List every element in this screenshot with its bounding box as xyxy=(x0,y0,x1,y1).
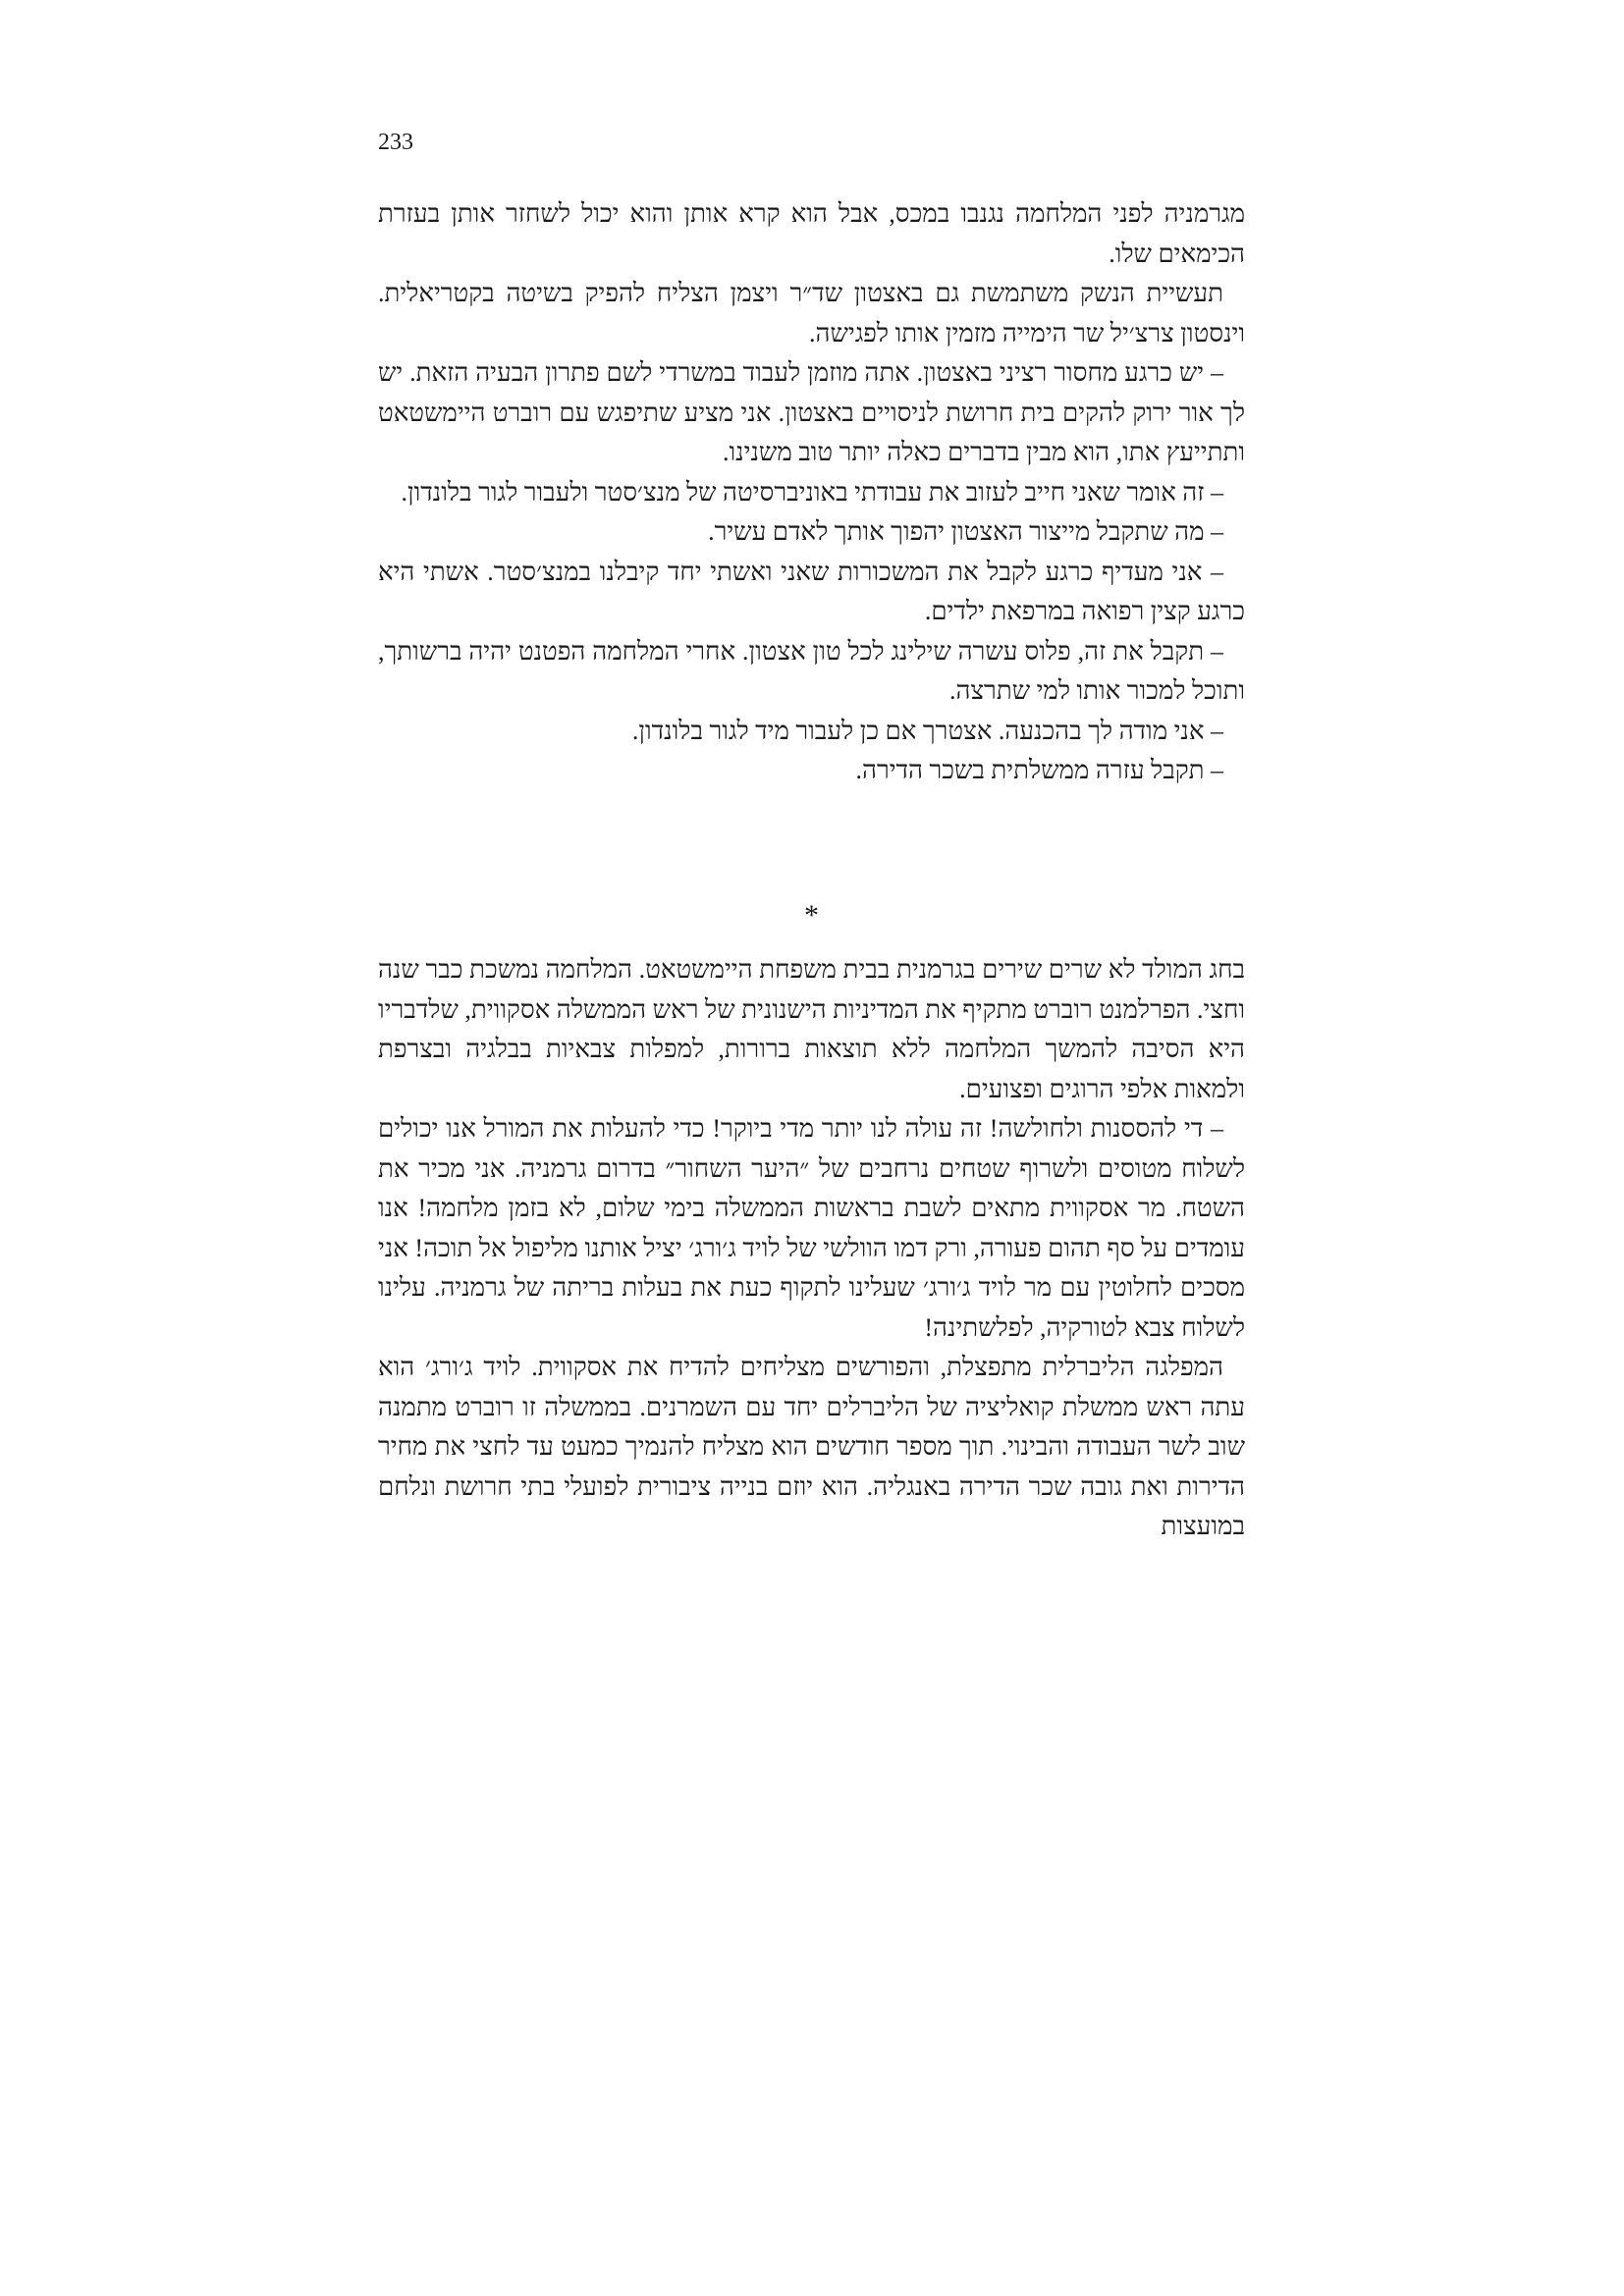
dialogue-line: – מה שתקבל מייצור האצטון יהפוך אותך לאדם עשיר. xyxy=(708,517,1223,546)
section-separator: * xyxy=(804,899,819,932)
dialogue-line: – תקבל את זה, פלוס עשרה שילינג לכל טון אצטון. אחרי המלחמה הפטנט יהיה ברשותך, ותוכל למכור אותו למי שתרצה. xyxy=(378,636,1245,705)
text-section-1 xyxy=(378,194,1245,791)
paragraph: מגרמניה לפני המלחמה נגנבו במכס, אבל הוא קרא אותן והוא יכול לשחזר אותן בעזרת הכימאים שלו. xyxy=(378,199,1245,268)
dialogue-line: – זה אומר שאני חייב לעזוב את עבודתי באוניברסיטה של מנצ׳סטר ולעבור לגור בלונדון. xyxy=(401,477,1223,507)
dialogue-line: – יש כרגע מחסור רציני באצטון. אתה מוזמן לעבוד במשרדי לשם פתרון הבעיה הזאת. יש לך אור ירוק להקים בית חרושת לניסויים באצטון. אני מציע שתיפגש עם רוברט היימשטאט ותתייעץ אתו, הוא מבין בדברים כאלה יותר טוב משנינו. xyxy=(378,358,1245,466)
dialogue-line: – די להססנות ולחולשה! זה עולה לנו יותר מדי ביוקר! כדי להעלות את המורל אנו יכולים לשלוח מטוסים ולשרוף שטחים נרחבים של ״היער השחור״ בדרום גרמניה. אני מכיר את השטח. מר אסקווית מתאים לשבת בראשות הממשלה בימי שלום, לא בזמן מלחמה! אנו עומדים על סף תהום פעורה, ורק דמו הוולשי של לויד ג׳ורג׳ יציל אותנו מליפול אל תוכה! אני מסכים לחלוטין עם מר לויד ג׳ורג׳ שעלינו לתקוף כעת את בעלות בריתה של גרמניה. עלינו לשלוח צבא לטורקיה, לפלשתינה! xyxy=(378,1114,1245,1342)
dialogue-line: – אני מודה לך בהכנעה. אצטרך אם כן לעבור מיד לגור בלונדון. xyxy=(631,716,1223,745)
dialogue-line: – תקבל עזרה ממשלתית בשכר הדירה. xyxy=(855,756,1223,784)
paragraph: בחג המולד לא שרים שירים בגרמנית בבית משפחת היימשטאט. המלחמה נמשכת כבר שנה וחצי. הפרלמנט רוברט מתקיף את המדיניות הישנונית של ראש הממשלה אסקווית, שלדבריו היא הסיבה להמשך המלחמה ללא תוצאות ברורות, למפלות צבאיות בבלגיה ובצרפת ולמאות אלפי הרוגים ופצועים. xyxy=(378,955,1245,1103)
text-section-2 xyxy=(378,950,1245,1547)
dialogue-line: – אני מעדיף כרגע לקבל את המשכורות שאני ואשתי יחד קיבלנו במנצ׳סטר. אשתי היא כרגע קצין רפואה במרפאת ילדים. xyxy=(378,557,1245,625)
paragraph: תעשיית הנשק משתמשת גם באצטון שד״ר ויצמן הצליח להפיק בשיטה בקטריאלית. וינסטון צרצ׳יל שר הימייה מזמין אותו לפגישה. xyxy=(378,279,1245,347)
page-number: 233 xyxy=(378,130,413,155)
paragraph: המפלגה הליברלית מתפצלת, והפורשים מצליחים להדיח את אסקווית. לויד ג׳ורג׳ הוא עתה ראש ממשלת קואליציה של הליברלים יחד עם השמרנים. בממשלה זו רוברט מתמנה שוב לשר העבודה והבינוי. תוך מספר חודשים הוא מצליח להנמיך כמעט עד לחצי את מחיר הדירות ואת גובה שכר הדירה באנגליה. הוא יוזם בנייה ציבורית לפועלי בתי חרושת ונלחם במועצות xyxy=(378,1353,1245,1540)
